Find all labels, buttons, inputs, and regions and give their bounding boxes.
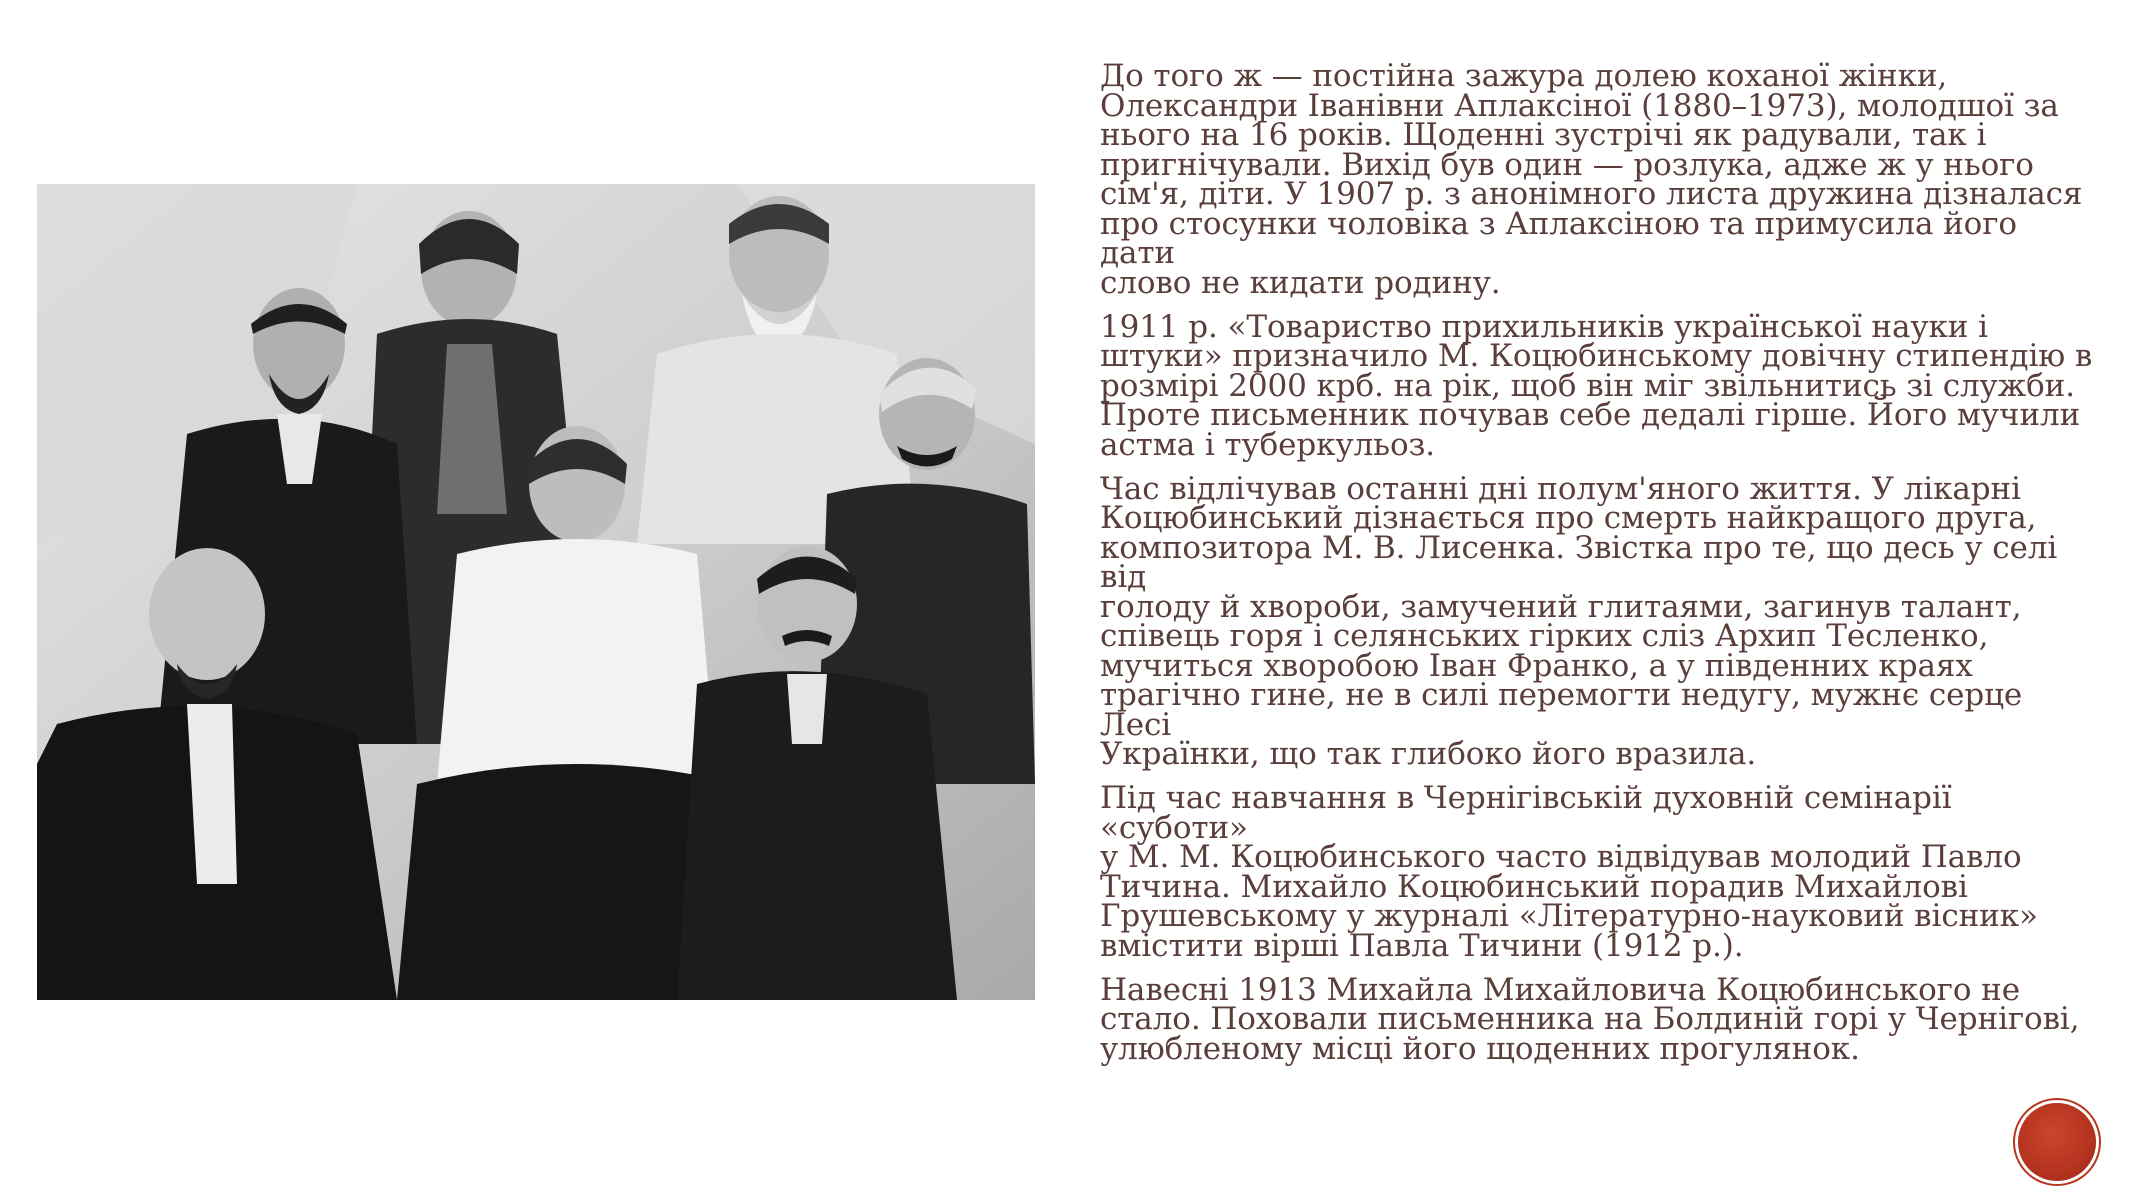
group-photo bbox=[37, 184, 1035, 1000]
next-slide-icon bbox=[2018, 1103, 2096, 1181]
paragraph-2: 1911 р. «Товариство прихильників української науки і штуки» призначило М. Коцюбинському довічну стипендію в розмірі 2000 крб. на рік, щоб він міг звільнитись зі служби. Проте письменник почував себе дедалі гірше. Його мучили астма і туберкульоз. bbox=[1100, 308, 2093, 463]
paragraph-5: Навесні 1913 Михайла Михайловича Коцюбинського не стало. Поховали письменника на Болдиній горі у Чернігові, улюбленому місці його щоденних прогулянок. bbox=[1100, 971, 2080, 1067]
paragraph-4: Під час навчання в Чернігівській духовній семінарії «суботи» у М. М. Коцюбинського часто відвідував молодий Павло Тичина. Михайло Коцюбинський порадив Михайлові Грушевському у журналі «Літературно-науковий вісник» вмістити вірші Павла Тичини (1912 р.). bbox=[1100, 780, 2038, 964]
next-slide-button[interactable] bbox=[2018, 1103, 2096, 1181]
group-photo-icon bbox=[37, 184, 1035, 1000]
paragraph-3: Час відлічував останні дні полум'яного життя. У лікарні Коцюбинський дізнається про смерть найкращого друга, композитора М. В. Лисенка. Звістка про те, що десь у селі від голоду й хвороби, замучений глитаями, загинув талант, співець горя і селянських гірких сліз Архип Тесленко, мучиться хворобою Іван Франко, а у південних краях трагічно гине, не в силі перемогти недугу, мужнє серце Лесі Українки, що так глибоко його вразила. bbox=[1100, 470, 2058, 772]
text-block bbox=[1100, 58, 2100, 1079]
paragraph-1: До того ж — постійна зажура долею коханої жінки, Олександри Іванівни Аплаксіної (1880–1973), молодшої за нього на 16 років. Щоденні зустрічі як радували, так і пригнічували. Вихід був один — розлука, адже ж у нього сім'я, діти. У 1907 р. з анонімного листа дружина дізналася про стосунки чоловіка з Аплаксіною та примусила його дати слово не кидати родину. bbox=[1100, 58, 2083, 301]
